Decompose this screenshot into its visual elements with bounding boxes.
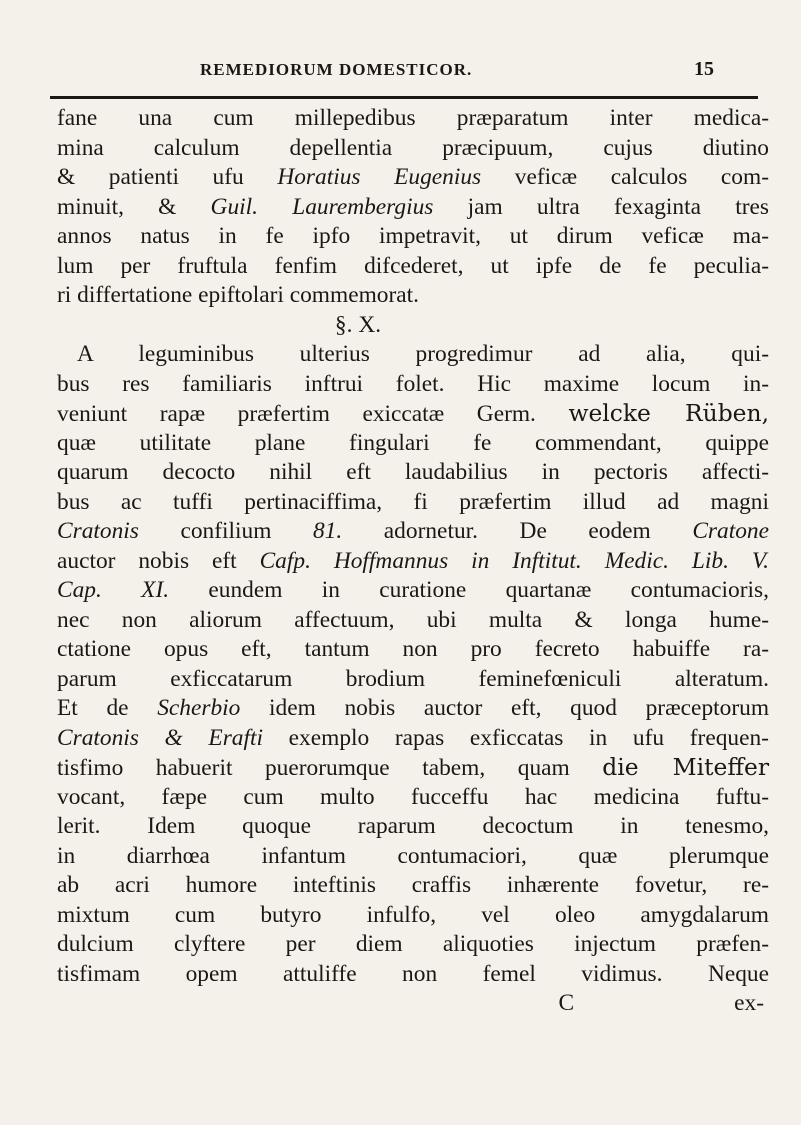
text-span: mina calculum depellentia præcipuum, cujus diutino: [57, 134, 769, 161]
text-span: nec non aliorum affectuum, ubi multa & longa hume-: [57, 606, 769, 633]
italic-span: Guil. Laurembergius: [210, 193, 434, 220]
text-line: [57, 340, 769, 370]
italic-span: Cratonis & Erafti: [57, 724, 263, 751]
signature-mark: C: [558, 990, 575, 1016]
text-span: tisfimam opem attuliffe non femel vidimus. Neque: [57, 960, 769, 987]
catchword: ex-: [734, 990, 764, 1016]
text-span: eundem in curatione quartanæ contumacioris,: [169, 577, 769, 603]
text-span: parum exficcatarum brodium feminefœniculi alteratum.: [57, 665, 769, 692]
text-line: [57, 399, 769, 429]
italic-span: Cafp. Hoffmannus in Inftitut. Medic. Lib. V.: [259, 547, 769, 574]
text-line: [57, 134, 769, 164]
blackletter-span: die Miteffer: [602, 753, 769, 781]
text-span: jam ultra fexaginta tres: [433, 193, 769, 220]
text-line: [57, 635, 769, 665]
text-span: annos natus in fe ipfo impetravit, ut dirum veficæ ma-: [57, 223, 769, 249]
text-span: idem nobis auctor eft, quod præceptorum: [240, 695, 770, 721]
text-line: [57, 842, 769, 872]
text-line: [57, 606, 769, 636]
text-line: [57, 753, 769, 783]
text-span: auctor nobis eft: [57, 547, 260, 574]
text-line: [57, 812, 769, 842]
text-span: dulcium clyftere per diem aliquoties injectum præfen-: [57, 931, 769, 957]
text-span: minuit, &: [57, 193, 211, 220]
text-span: bus res familiaris inftrui folet. Hic maxime locum in-: [57, 370, 769, 397]
blackletter-span: welcke Rüben,: [568, 399, 770, 427]
text-span: veniunt rapæ præfertim exiccatæ Germ.: [57, 401, 569, 427]
text-line: [57, 665, 769, 695]
text-line: [57, 901, 769, 931]
text-span: quæ utilitate plane fingulari fe commendant, quippe: [57, 429, 769, 456]
text-span: confilium: [138, 518, 313, 544]
text-span: adornetur. De eodem: [342, 518, 693, 544]
page-number: 15: [694, 58, 714, 80]
text-span: vocant, fæpe cum multo fucceffu hac medicina fuftu-: [57, 783, 769, 810]
italic-span: Scherbio: [157, 695, 241, 721]
text-span: bus ac tuffi pertinaciffima, fi præfertim illud ad magni: [57, 488, 769, 515]
text-span: ctatione opus eft, tantum non pro fecreto habuiffe ra-: [57, 636, 769, 662]
text-span: ab acri humore inteftinis craffis inhærente fovetur, re-: [57, 872, 769, 898]
text-span: & patienti ufu: [57, 164, 278, 190]
section-heading: [57, 311, 769, 341]
text-span: quarum decocto nihil eft laudabilius in pectoris affecti-: [57, 459, 769, 485]
text-line: [57, 488, 769, 518]
text-span: fane una cum millepedibus præparatum inter medica-: [57, 105, 769, 131]
text-span: Et de: [57, 695, 158, 721]
header-rule: [50, 96, 758, 99]
text-line: [57, 193, 769, 223]
text-line: [57, 576, 769, 606]
text-span: mixtum cum butyro infulfo, vel oleo amygdalarum: [57, 901, 769, 928]
page-header: [0, 60, 801, 86]
text-line: [57, 783, 769, 813]
italic-span: Cratone: [692, 518, 769, 544]
text-line: [57, 252, 769, 282]
italic-span: Horatius Eugenius: [277, 164, 482, 190]
text-span: in diarrhœa infantum contumaciori, quæ plerumque: [57, 842, 769, 869]
text-line: [57, 694, 769, 724]
text-line: [57, 517, 769, 547]
text-line: [57, 429, 769, 459]
text-line: [57, 724, 769, 754]
text-span: lum per fruftula fenfim difcederet, ut ipfe de fe peculia-: [57, 252, 769, 279]
text-line: [57, 871, 769, 901]
text-line: [57, 222, 769, 252]
text-line: [57, 281, 769, 311]
italic-span: Cratonis: [57, 518, 139, 544]
text-line: [57, 458, 769, 488]
running-head: REMEDIORUM DOMESTICOR.: [200, 60, 473, 79]
body-text: [57, 104, 769, 1019]
text-line: [57, 104, 769, 134]
text-span: lerit. Idem quoque raparum decoctum in tenesmo,: [57, 813, 769, 839]
text-line: [57, 547, 769, 577]
text-line: [57, 370, 769, 400]
text-span: veficæ calculos com-: [481, 164, 769, 190]
text-line: [57, 960, 769, 990]
text-span: tisfimo habuerit puerorumque tabem, quam: [57, 755, 603, 781]
text-span: §. X.: [334, 311, 382, 338]
text-span: A leguminibus ulterius progredimur ad alia, qui-: [77, 341, 769, 367]
text-line: [57, 163, 769, 193]
italic-span: 81.: [312, 518, 343, 544]
text-span: exemplo rapas exficcatas in ufu frequen-: [263, 724, 769, 751]
text-line: [57, 930, 769, 960]
page-footer: [57, 989, 769, 1019]
italic-span: Cap. XI.: [57, 577, 170, 603]
text-span: ri differtatione epiftolari commemorat.: [57, 282, 419, 308]
